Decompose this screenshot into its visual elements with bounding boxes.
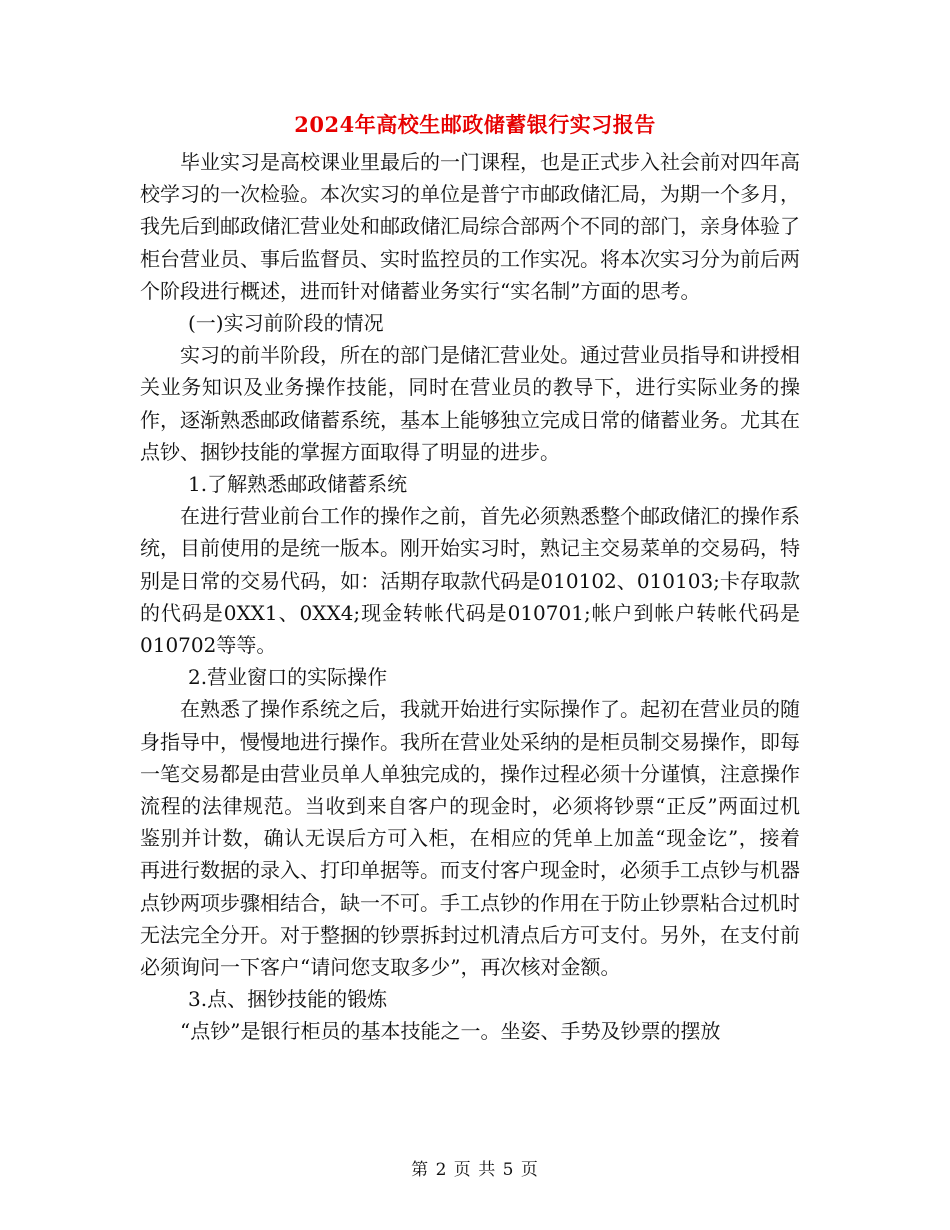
subsection-heading: 1.了解熟悉邮政储蓄系统 (188, 472, 408, 497)
subsection-heading: 2.营业窗口的实际操作 (188, 665, 388, 690)
document-body (140, 146, 800, 1048)
paragraph: 在进行营业前台工作的操作之前，首先必须熟悉整个邮政储汇的操作系统，目前使用的是统一版本。刚开始实习时，熟记主交易菜单的交易码，特别是日常的交易代码，如：活期存取款代码是010102、010103;卡存取款的代码是0XX1、0XX4;现金转帐代码是010701;帐户到帐户转帐代码是010702等等。 (140, 504, 800, 658)
document-title: 2024年高校生邮政储蓄银行实习报告 (294, 112, 656, 137)
paragraph: 实习的前半阶段，所在的部门是储汇营业处。通过营业员指导和讲授相关业务知识及业务操作技能，同时在营业员的教导下，进行实际业务的操作，逐渐熟悉邮政储蓄系统，基本上能够独立完成日常的储蓄业务。尤其在点钞、捆钞技能的掌握方面取得了明显的进步。 (140, 343, 800, 464)
subsection-heading: 3.点、捆钞技能的锻炼 (188, 987, 388, 1012)
paragraph-intro: 毕业实习是高校课业里最后的一门课程，也是正式步入社会前对四年高校学习的一次检验。本次实习的单位是普宁市邮政储汇局，为期一个多月，我先后到邮政储汇营业处和邮政储汇局综合部两个不同的部门，亲身体验了柜台营业员、事后监督员、实时监控员的工作实况。将本次实习分为前后两个阶段进行概述，进而针对储蓄业务实行“实名制”方面的思考。 (140, 150, 800, 303)
section-heading: (一)实习前阶段的情况 (188, 311, 384, 336)
page-number-footer: 第 2 页 共 5 页 (411, 1160, 539, 1180)
paragraph: 在熟悉了操作系统之后，我就开始进行实际操作了。起初在营业员的随身指导中，慢慢地进行操作。我所在营业处采纳的是柜员制交易操作，即每一笔交易都是由营业员单人单独完成的，操作过程必须十分谨慎，注意操作流程的法律规范。当收到来自客户的现金时，必须将钞票“正反”两面过机鉴别并计数，确认无误后方可入柜，在相应的凭单上加盖“现金讫”，接着再进行数据的录入、打印单据等。而支付客户现金时，必须手工点钞与机器点钞两项步骤相结合，缺一不可。手工点钞的作用在于防止钞票粘合过机时无法完全分开。对于整捆的钞票拆封过机清点后方可支付。另外，在支付前必须询问一下客户“请问您支取多少”，再次核对金额。 (140, 697, 800, 980)
paragraph: “点钞”是银行柜员的基本技能之一。坐姿、手势及钞票的摆放 (180, 1019, 721, 1044)
